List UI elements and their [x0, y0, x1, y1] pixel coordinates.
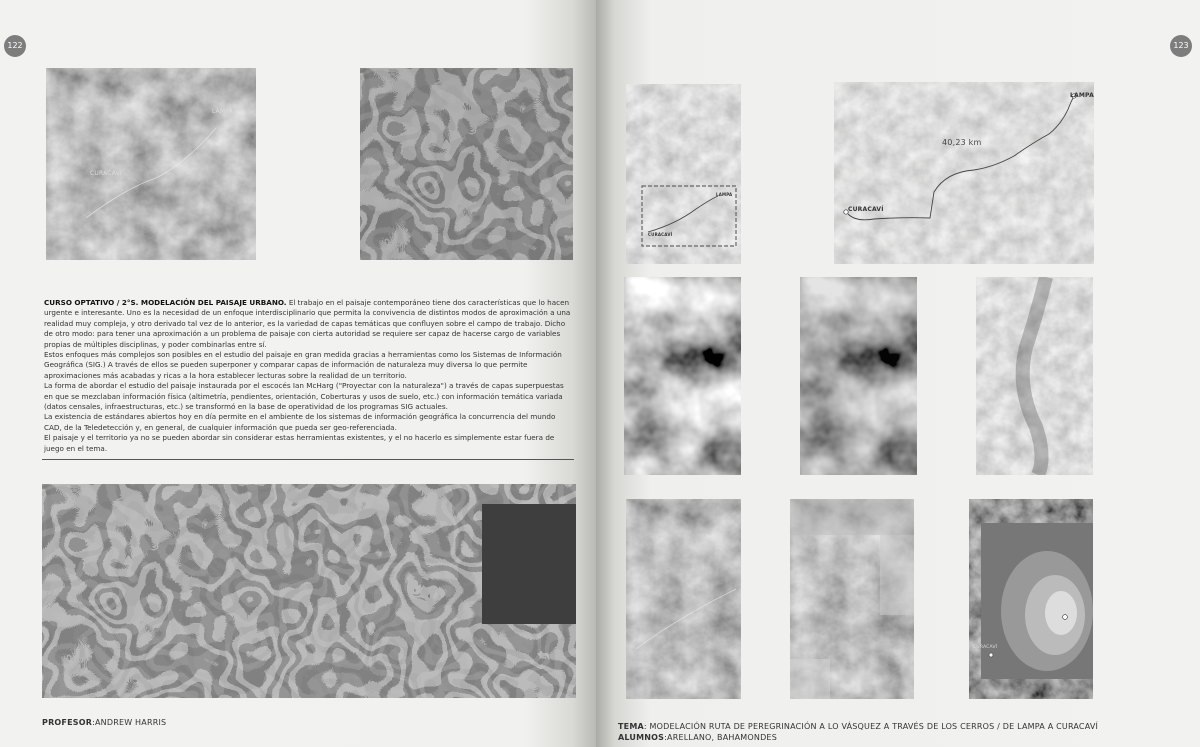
paragraph-5: El paisaje y el territorio ya no se pueden abordar sin considerar estas herramientas existentes, y el no hacerlo es simplemente estar fuera de juego en el tema.	[44, 433, 555, 453]
text-divider	[42, 459, 574, 460]
contour-map-large-image	[42, 484, 576, 698]
terrain-relief-image	[46, 68, 256, 260]
page-number-right: 123	[1170, 35, 1192, 57]
small-lampa-label: LAMPA	[716, 192, 733, 197]
footer-professor	[42, 718, 166, 727]
footer-alumnos	[618, 733, 777, 742]
route-curacavi-label: CURACAVÍ	[848, 206, 884, 213]
left-page	[0, 0, 596, 747]
route-distance-label: 40,23 km	[942, 138, 982, 147]
contour-detail-image	[360, 68, 573, 260]
right-page	[596, 0, 1200, 747]
professor-name: :ANDREW HARRIS	[92, 718, 167, 727]
paragraph-3: La forma de abordar el estudio del paisaje instaurada por el escocés Ian McHarg ("Proyectar con la naturaleza") a través de capas superpuestas en que se mezclaban información física (altimetría, pendientes, orientación, Coberturas y usos de suelo, etc.) con información temática variada (datos censales, infraestructuras, etc.) se transformó en la base de operatividad de los programas SIG actuales.	[44, 381, 564, 412]
route-map-image	[834, 82, 1094, 264]
paragraph-4: La existencia de estándares abiertos hoy en día permite en el ambiente de los sistemas de información geográfica la concurrencia del mundo CAD, de la Teledetección y, en general, de cualquier información que pueda ser geo-referenciada.	[44, 412, 556, 432]
curacavi-label: CURACAVÍ	[90, 170, 122, 177]
cost-map-curacavi-label: CURACAVÍ	[973, 645, 998, 650]
tema-label: TEMA	[618, 722, 644, 731]
paragraph-2: Estos enfoques más complejos son posibles en el estudio del paisaje en gran medida gracias a herramientas como los Sistemas de Información Geográfica (SIG.) A través de ellos se pueden superponer y comparar capas de información de naturaleza muy diversa lo que permite aproximaciones más acabadas y ricas a la hora establecer lecturas sobre la realidad de un territorio.	[44, 350, 562, 380]
tema-value: : MODELACIÓN RUTA DE PEREGRINACIÓN A LO VÁSQUEZ A TRAVÉS DE LOS CERROS / DE LAMPA A CURACAVÍ	[643, 722, 1099, 731]
page-number-left: 122	[4, 35, 26, 57]
course-title: CURSO OPTATIVO / 2°S. MODELACIÓN DEL PAISAJE URBANO.	[44, 298, 287, 307]
satellite-image	[626, 499, 741, 699]
lampa-label: LAMPA	[212, 108, 234, 115]
elevation-model-image-1	[624, 277, 741, 475]
elevation-model-image-2	[800, 277, 917, 475]
footer-tema	[618, 722, 1098, 731]
location-overview-image	[626, 84, 741, 264]
route-lampa-label: LAMPA	[1070, 92, 1094, 99]
professor-label: PROFESOR	[42, 718, 93, 727]
course-description	[44, 298, 572, 454]
small-curacavi-label: CURACAVÍ	[648, 232, 673, 237]
alumnos-value: :ARELLANO, BAHAMONDES	[664, 733, 777, 742]
paragraph-1: El trabajo en el paisaje contemporáneo tiene dos características que lo hacen urgente e interesante. Uno es la necesidad de un enfoque interdisciplinario que permita la convivencia de distintos modos de aproximación a una realidad muy compleja, y otro derivado tal vez de lo anterior, es la variedad de capas temáticas que confluyen sobre el campo de trabajo. Dicho de otro modo: para tener una aproximación a un problema de paisaje con cierta autoridad se requiere ser capaz de hacerse cargo de variables propias de múltiples disciplinas, y poder combinarlas entre sí.	[44, 298, 571, 349]
slope-analysis-image	[976, 277, 1093, 475]
distance-cost-map-image	[969, 499, 1093, 699]
hillshade-image	[790, 499, 914, 699]
alumnos-label: ALUMNOS	[618, 733, 665, 742]
